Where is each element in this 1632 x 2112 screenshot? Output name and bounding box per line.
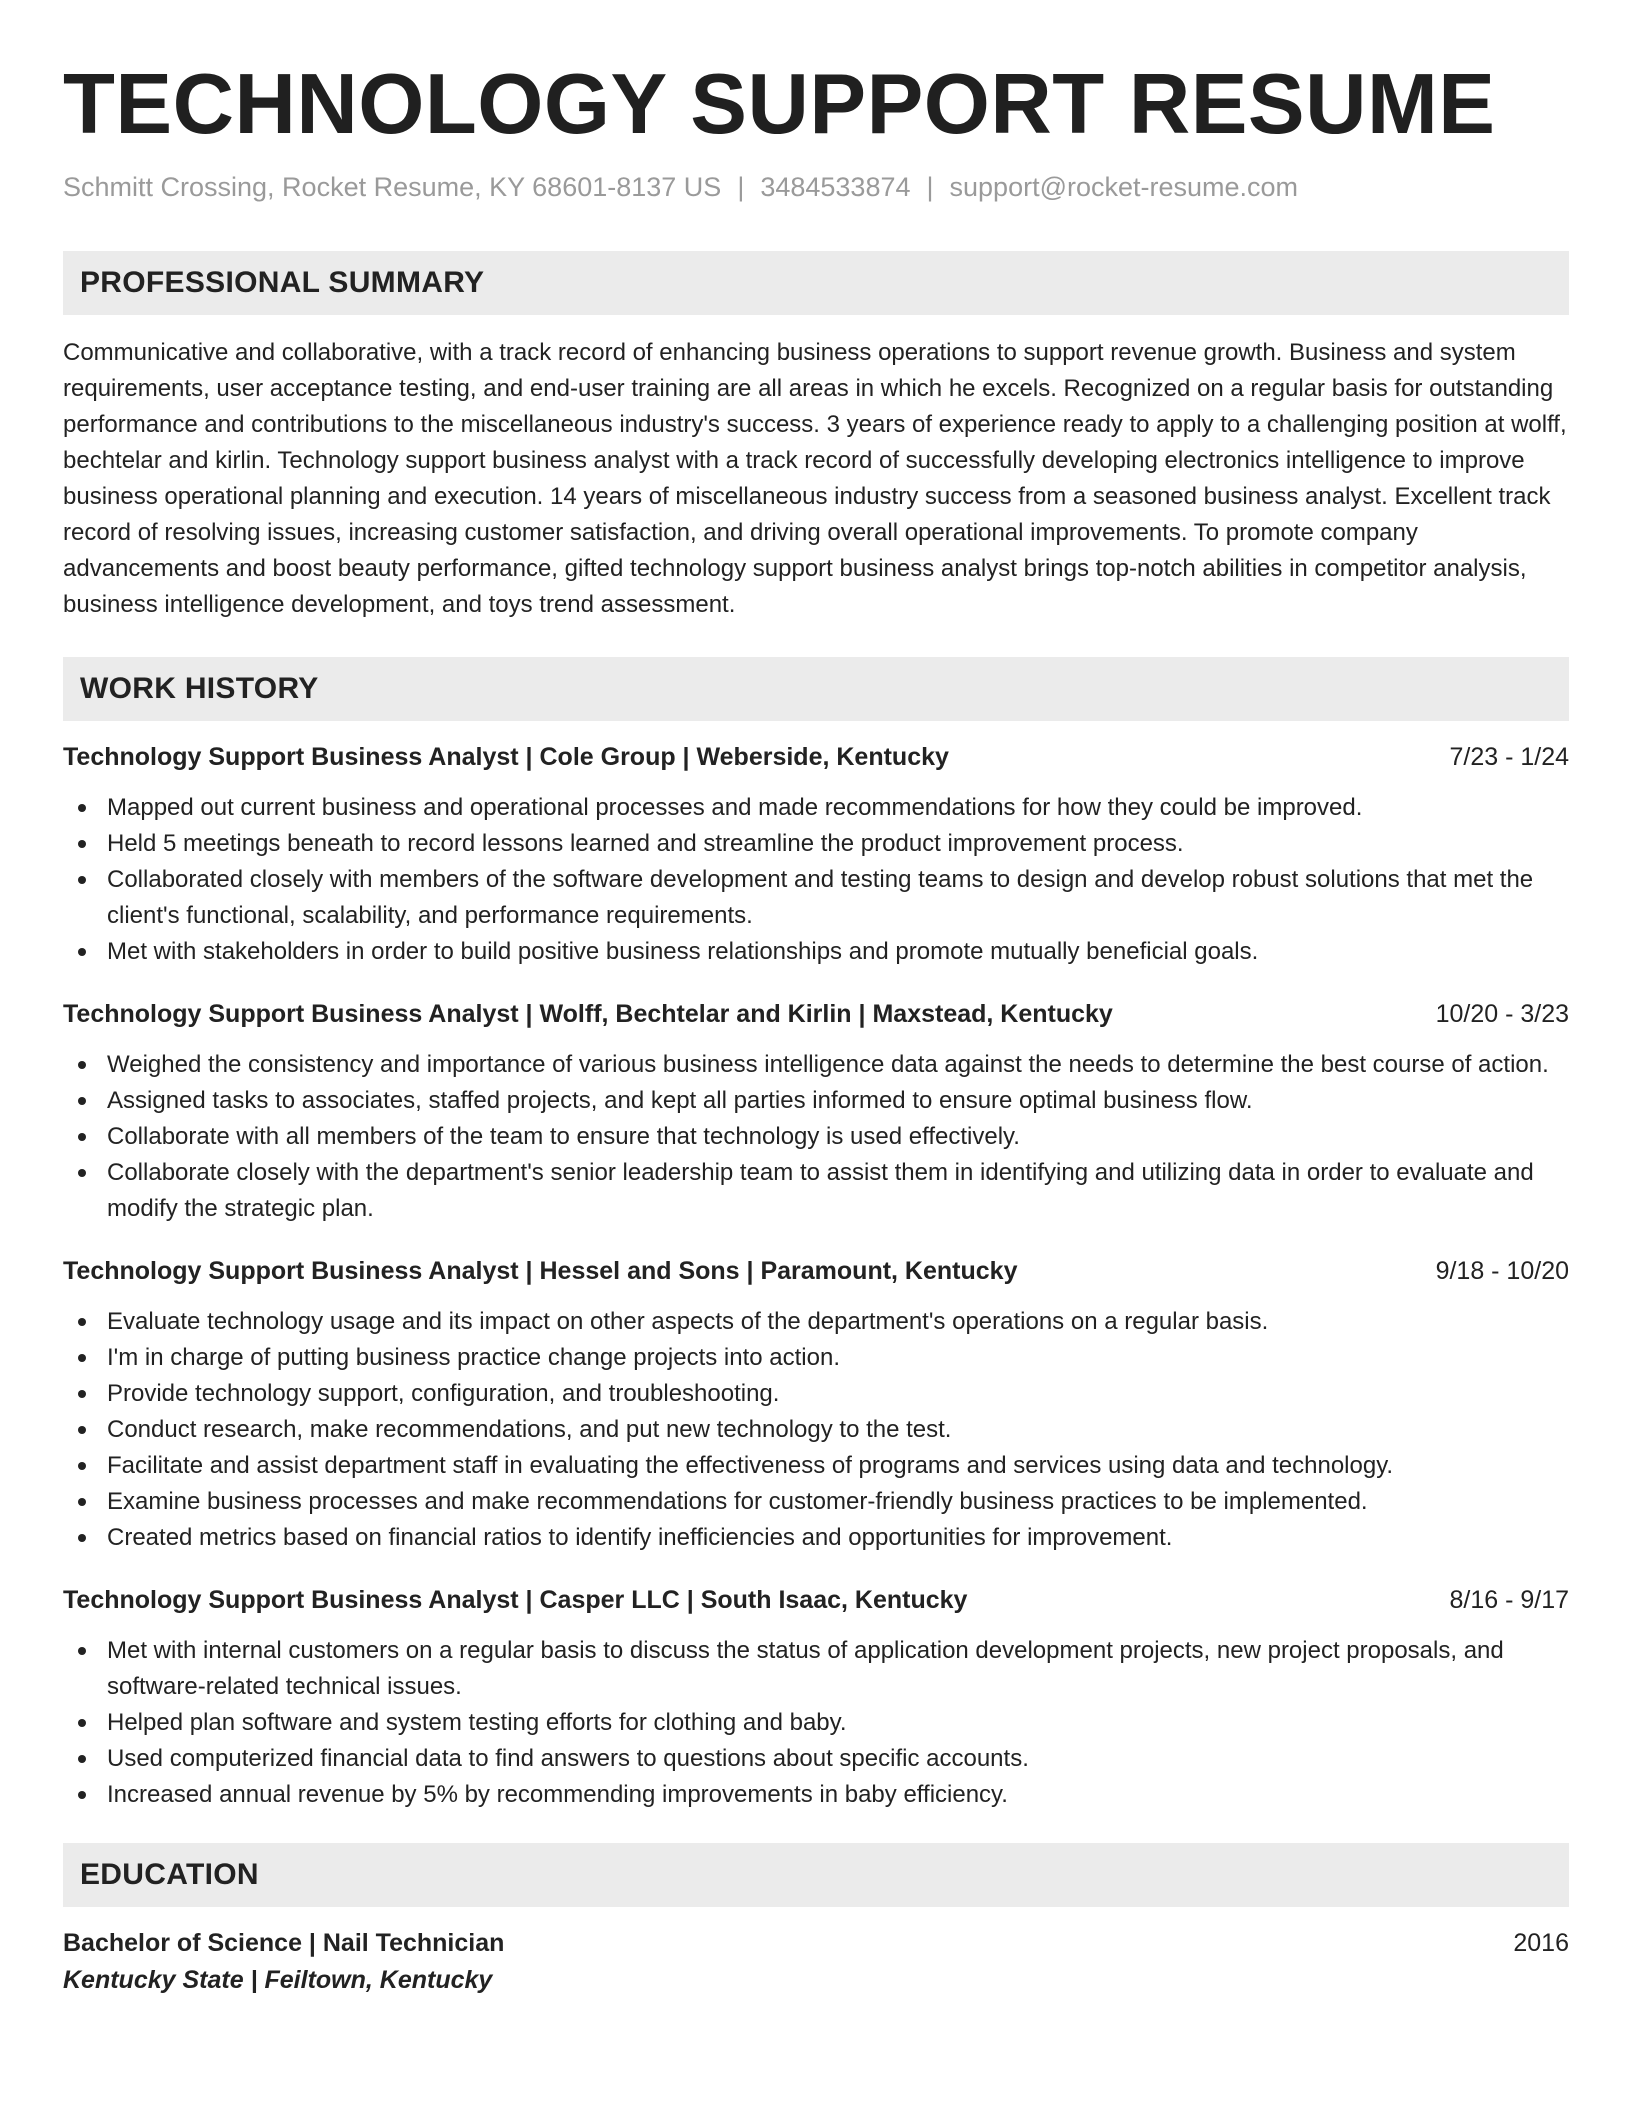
education-year: 2016 — [1513, 1928, 1569, 1957]
job-bullet — [63, 1376, 1569, 1412]
bullet-icon — [78, 1755, 86, 1763]
bullet-icon — [78, 1318, 86, 1326]
job-title: Technology Support Business Analyst | Wolff, Bechtelar and Kirlin | Maxstead, Kentucky — [63, 999, 1113, 1028]
job-dates: 7/23 - 1/24 — [1449, 742, 1569, 771]
resume-name: TECHNOLOGY SUPPORT RESUME — [63, 57, 1496, 152]
summary-text: Communicative and collaborative, with a track record of enhancing business operations to support revenue growth. Business and system requirements, user acceptance testing, and end-user training are all areas in which he excels. Recognized on a regular basis for outstanding performance and contributions to the miscellaneous industry's success. 3 years of experience ready to apply to a challenging position at wolff, bechtelar and kirlin. Technology support business analyst with a track record of successfully developing electronics intelligence to improve business operational planning and execution. 14 years of miscellaneous industry success from a seasoned business analyst. Excellent track record of resolving issues, increasing customer satisfaction, and driving overall operational improvements. To promote company advancements and boost beauty performance, gifted technology support business analyst brings top-notch abilities in competitor analysis, business intelligence development, and toys trend assessment. — [63, 338, 1567, 618]
bullet-icon — [78, 840, 86, 848]
bullet-icon — [78, 1133, 86, 1141]
job-header — [63, 1257, 1569, 1286]
job-bullet-text: Mapped out current business and operational processes and made recommendations for how they could be improved. — [107, 793, 1363, 821]
job-bullet-text: Met with internal customers on a regular basis to discuss the status of application development projects, new project proposals, and software-related technical issues. — [107, 1636, 1504, 1700]
bullet-icon — [78, 1791, 86, 1799]
job-bullet-text: Examine business processes and make recommendations for customer-friendly business practices to be implemented. — [107, 1487, 1368, 1515]
bullet-icon — [78, 1534, 86, 1542]
work-history-section — [63, 657, 1569, 1813]
education-school: Kentucky State | Feiltown, Kentucky — [63, 1965, 493, 1994]
contact-address: Schmitt Crossing, Rocket Resume, KY 68601-8137 US — [63, 171, 722, 202]
job-bullet-text: Helped plan software and system testing efforts for clothing and baby. — [107, 1708, 847, 1736]
job-bullet — [63, 1633, 1569, 1705]
section-header-bar — [63, 1843, 1569, 1907]
job-bullet — [63, 1484, 1569, 1520]
job-bullet — [63, 1155, 1569, 1227]
job-bullet — [63, 862, 1569, 934]
job-bullet — [63, 1705, 1569, 1741]
job-bullet-list — [63, 1047, 1569, 1227]
job-header — [63, 1000, 1569, 1029]
job-bullet-list — [63, 1633, 1569, 1813]
bullet-icon — [78, 1390, 86, 1398]
work-history-heading: WORK HISTORY — [80, 671, 319, 705]
job-bullet-list — [63, 790, 1569, 970]
job-bullet — [63, 1119, 1569, 1155]
job-bullet — [63, 1741, 1569, 1777]
bullet-icon — [78, 1426, 86, 1434]
job-bullet — [63, 1083, 1569, 1119]
job-header — [63, 1586, 1569, 1615]
job-bullet-text: I'm in charge of putting business practice change projects into action. — [107, 1343, 840, 1371]
section-header-bar — [63, 657, 1569, 721]
bullet-icon — [78, 1719, 86, 1727]
contact-separator: | — [926, 171, 934, 202]
education-heading: EDUCATION — [80, 1857, 259, 1891]
bullet-icon — [78, 1097, 86, 1105]
job-bullet-text: Weighed the consistency and importance of various business intelligence data against the needs to determine the best course of action. — [107, 1050, 1549, 1078]
contact-line — [63, 172, 1569, 203]
job-bullet — [63, 1340, 1569, 1376]
job-bullet-text: Created metrics based on financial ratios to identify inefficiencies and opportunities for improvement. — [107, 1523, 1173, 1551]
job-title: Technology Support Business Analyst | Hessel and Sons | Paramount, Kentucky — [63, 1256, 1018, 1285]
job-bullet — [63, 1412, 1569, 1448]
job-bullet-list — [63, 1304, 1569, 1556]
job-bullet-text: Evaluate technology usage and its impact on other aspects of the department's operations on a regular basis. — [107, 1307, 1269, 1335]
bullet-icon — [78, 948, 86, 956]
job-header — [63, 743, 1569, 772]
job-bullet — [63, 790, 1569, 826]
job-bullet-text: Used computerized financial data to find answers to questions about specific accounts. — [107, 1744, 1029, 1772]
bullet-icon — [78, 1498, 86, 1506]
job-bullet — [63, 1304, 1569, 1340]
bullet-icon — [78, 804, 86, 812]
job-dates: 9/18 - 10/20 — [1435, 1256, 1569, 1285]
job-entry — [63, 743, 1569, 970]
job-title: Technology Support Business Analyst | Casper LLC | South Isaac, Kentucky — [63, 1585, 968, 1614]
bullet-icon — [78, 1169, 86, 1177]
job-bullet — [63, 1520, 1569, 1556]
bullet-icon — [78, 1354, 86, 1362]
job-dates: 8/16 - 9/17 — [1449, 1585, 1569, 1614]
job-bullet-text: Provide technology support, configuration, and troubleshooting. — [107, 1379, 780, 1407]
job-bullet-text: Collaborate with all members of the team to ensure that technology is used effectively. — [107, 1122, 1020, 1150]
bullet-icon — [78, 1462, 86, 1470]
job-entry — [63, 1000, 1569, 1227]
job-entry — [63, 1586, 1569, 1813]
bullet-icon — [78, 1061, 86, 1069]
job-bullet-text: Collaborate closely with the department's senior leadership team to assist them in identifying and utilizing data in order to evaluate and modify the strategic plan. — [107, 1158, 1534, 1222]
contact-separator: | — [737, 171, 745, 202]
job-entry — [63, 1257, 1569, 1556]
education-header — [63, 1929, 1569, 1958]
job-bullet — [63, 934, 1569, 970]
summary-heading: PROFESSIONAL SUMMARY — [80, 265, 485, 299]
contact-phone: 3484533874 — [760, 171, 911, 202]
job-bullet — [63, 1777, 1569, 1813]
resume-header — [63, 58, 1569, 203]
job-bullet-text: Conduct research, make recommendations, and put new technology to the test. — [107, 1415, 952, 1443]
job-bullet-text: Assigned tasks to associates, staffed projects, and kept all parties informed to ensure optimal business flow. — [107, 1086, 1253, 1114]
job-bullet — [63, 826, 1569, 862]
job-title: Technology Support Business Analyst | Cole Group | Weberside, Kentucky — [63, 742, 949, 771]
bullet-icon — [78, 1647, 86, 1655]
education-entry — [63, 1929, 1569, 1995]
education-section — [63, 1843, 1569, 1995]
job-bullet-text: Collaborated closely with members of the software development and testing teams to design and develop robust solutions that met the client's functional, scalability, and performance requirements. — [107, 865, 1534, 929]
job-bullet — [63, 1047, 1569, 1083]
job-bullet-text: Held 5 meetings beneath to record lessons learned and streamline the product improvement process. — [107, 829, 1184, 857]
job-bullet-text: Met with stakeholders in order to build positive business relationships and promote mutually beneficial goals. — [107, 937, 1259, 965]
section-header-bar — [63, 251, 1569, 315]
job-bullet-text: Increased annual revenue by 5% by recommending improvements in baby efficiency. — [107, 1780, 1008, 1808]
job-dates: 10/20 - 3/23 — [1435, 999, 1569, 1028]
bullet-icon — [78, 876, 86, 884]
summary-section — [63, 251, 1569, 623]
contact-email: support@rocket-resume.com — [949, 171, 1299, 202]
education-degree: Bachelor of Science | Nail Technician — [63, 1928, 505, 1957]
job-bullet-text: Facilitate and assist department staff in evaluating the effectiveness of programs and services using data and technology. — [107, 1451, 1394, 1479]
job-bullet — [63, 1448, 1569, 1484]
